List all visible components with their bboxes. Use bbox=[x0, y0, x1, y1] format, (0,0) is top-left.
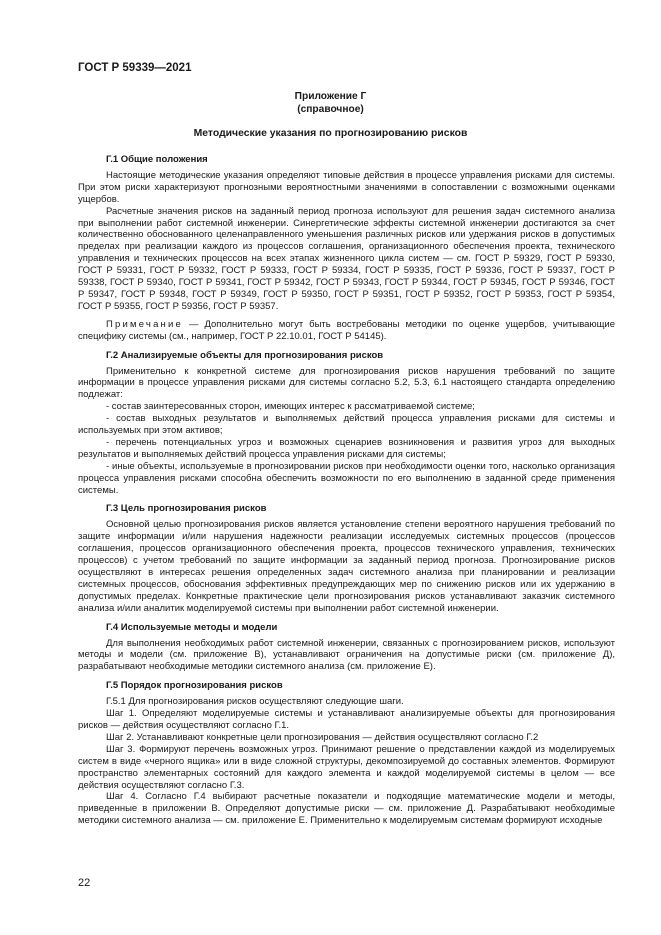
paragraph: Применительно к конкретной системе для прогнозирования рисков нарушения требований по защите информации в процессе управления рисками для системы согласно 5.2, 5.3, 6.1 настоящего стандарта определению подлежат: bbox=[78, 365, 615, 401]
note-label: Примечание bbox=[106, 318, 183, 330]
step-paragraph: Шаг 4. Согласно Г.4 выбирают расчетные показатели и подходящие математические модели и методы, приведенные в приложении В. Определяют допустимые риски — см. приложение Д. Разрабатывают необходимые методики системного анализа — см. приложение Е. Применительно к моделируемым системам формируют исходные bbox=[78, 791, 615, 827]
section-heading-g1: Г.1 Общие положения bbox=[106, 154, 208, 165]
paragraph: Для выполнения необходимых работ системной инженерии, связанных с прогнозированием рисков, используют методы и модели (см. приложение В), устанавливают ограничения на допустимые риски (см. приложение Д), разрабатывают необходимые методики системного анализа (см. приложение Е). bbox=[78, 637, 615, 673]
appendix-subtitle: (справочное) bbox=[297, 104, 364, 115]
list-item: - перечень потенциальных угроз и возможных сценариев возникновения и развития угроз для выходных результатов и выполняемых действий процесса управления рисками для системы; bbox=[78, 436, 615, 460]
list-item: - иные объекты, используемые в прогнозировании рисков при необходимости оценки того, насколько организация процесса управления рисками способна обеспечить возможности по его выполнению в заданной среде применения системы. bbox=[78, 460, 615, 496]
paragraph: Настоящие методические указания определяют типовые действия в процессе управления рисками для системы. При этом риски характеризуют прогнозными вероятностными значениями в сопоставлении с возможными оценками ущербов. bbox=[78, 169, 615, 205]
list-item: - состав выходных результатов и выполняемых действий процесса управления рисками для системы и используемых при этом активов; bbox=[78, 413, 615, 437]
paragraph: Г.5.1 Для прогнозирования рисков осуществляют следующие шаги. bbox=[106, 696, 404, 708]
page-number: 22 bbox=[78, 877, 91, 889]
paragraph: Основной целью прогнозирования рисков является установление степени вероятного нарушения требований по защите информации и/или нарушения надежности реализации исследуемых системных процессов (процессов соглашения, процессов организационного обеспечения проекта, процессов технического управления, технических процессов) с учетом требований по защите информации за заданный период прогноза. Прогнозирование рисков осуществляют в интересах решения определенных задач системного анализа при планировании и реализации системных процессов, обоснования эффективных предупреждающих мер по снижению рисков или их удержанию в допустимых пределах. Конкретные практические цели прогнозирования рисков устанавливают заказчик системного анализа и/или аналитик моделируемой системы при выполнении работ системной инженерии. bbox=[78, 519, 615, 614]
document-body bbox=[78, 154, 615, 827]
step-paragraph: Шаг 2. Устанавливают конкретные цели прогнозирования — действия осуществляют согласно Г.2 bbox=[106, 731, 539, 743]
document-title: Методические указания по прогнозированию рисков bbox=[193, 128, 468, 139]
step-paragraph: Шаг 3. Формируют перечень возможных угроз. Принимают решение о представлении каждой из моделируемых систем в виде «черного ящика» или в виде сложной структуры, декомпозируемой до составных элементов. Формируют пространство элементарных состояний для каждого элемента и каждой моделируемой системы в целом — все действия осуществляют согласно Г.3. bbox=[78, 743, 615, 791]
note-paragraph bbox=[78, 319, 615, 343]
paragraph: Расчетные значения рисков на заданный период прогноза используют для решения задач системного анализа при выполнении работ системной инженерии. Синергетические эффекты системной инженерии достигаются за счет количественно обоснованного целенаправленного уменьшения различных рисков или удержания рисков в допустимых пределах при реализации каждого из процессов соглашения, организационного обеспечения проекта, технического управления и технических процессов на всех этапах жизненного цикла систем — см. ГОСТ Р 59329, ГОСТ Р 59330, ГОСТ Р 59331, ГОСТ Р 59332, ГОСТ Р 59333, ГОСТ Р 59334, ГОСТ Р 59335, ГОСТ Р 59336, ГОСТ Р 59337, ГОСТ Р 59338, ГОСТ Р 59340, ГОСТ Р 59341, ГОСТ Р 59342, ГОСТ Р 59343, ГОСТ Р 59344, ГОСТ Р 59345, ГОСТ Р 59346, ГОСТ Р 59347, ГОСТ Р 59348, ГОСТ Р 59349, ГОСТ Р 59350, ГОСТ Р 59351, ГОСТ Р 59352, ГОСТ Р 59353, ГОСТ Р 59354, ГОСТ Р 59355, ГОСТ Р 59356, ГОСТ Р 59357. bbox=[78, 205, 615, 312]
appendix-title: Приложение Г bbox=[294, 91, 367, 102]
section-heading-g5: Г.5 Порядок прогнозирования рисков bbox=[106, 680, 283, 692]
note-text: — Дополнительно могут быть востребованы методики по оценке ущербов, учитывающие специфику системы (см., например, ГОСТ Р 22.10.01, ГОСТ Р 54145). bbox=[78, 318, 615, 342]
document-code-header: ГОСТ Р 59339—2021 bbox=[78, 62, 192, 74]
section-heading-g3: Г.3 Цель прогнозирования рисков bbox=[106, 503, 267, 515]
section-heading-g4: Г.4 Используемые методы и модели bbox=[106, 621, 278, 633]
step-paragraph: Шаг 1. Определяют моделируемые системы и устанавливают анализируемые объекты для прогнозирования рисков — действия осуществляют согласно Г.1. bbox=[78, 708, 615, 731]
section-heading-g2: Г.2 Анализируемые объекты для прогнозирования рисков bbox=[106, 349, 384, 361]
list-item: - состав заинтересованных сторон, имеющих интерес к рассматриваемой системе; bbox=[106, 401, 475, 413]
